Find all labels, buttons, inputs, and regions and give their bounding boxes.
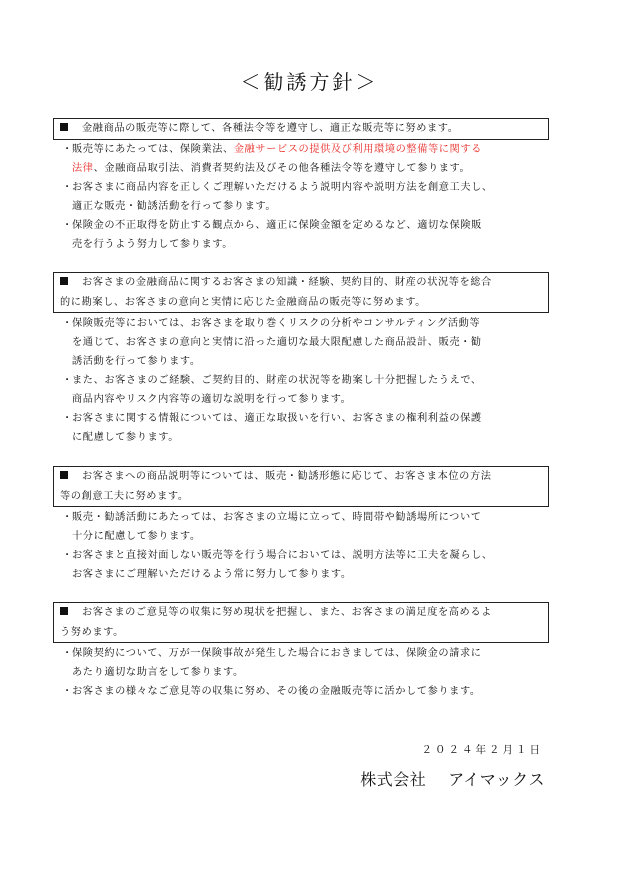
section-2-bullets (55, 314, 555, 447)
section-1-header: 金融商品の販売等に際して、各種法令等を遵守し、適正な販売等に努めます。 (82, 123, 459, 134)
section-2-header: お客さまの金融商品に関するお客さまの知識・経験、契約目的、財産の状況等を総合 的に勘案し、お客さまの意向と実情に応じた金融商品の販売等に努めます。 (60, 277, 492, 308)
section-3-header-box (53, 466, 549, 507)
section-4-header-box (53, 602, 549, 643)
list-item: ・お客さまの様々なご意見等の収集に努め、その後の金融販売等に活かして参ります。 (62, 686, 481, 697)
list-item: ・販売等にあたっては、保険業法、金融サービスの提供及び利用環境の整備等に関する 法律、金融商品取引法、消費者契約法及びその他各種法令等を遵守して参ります。 (62, 144, 482, 174)
list-item: ・販売・勧誘活動にあたっては、お客さまの立場に立って、時間帯や勧誘場所について 十分に配慮して参ります。 (62, 512, 482, 542)
company-brand: アイマックス (448, 770, 545, 789)
list-item: ・また、お客さまのご経験、ご契約目的、財産の状況等を勘案し十分把握したうえで、 商品内容やリスク内容等の適切な説明を行って参ります。 (62, 375, 482, 405)
list-item: ・保険契約について、万が一保険事故が発生した場合におきましては、保険金の請求に あたり適切な助言をして参ります。 (62, 648, 482, 678)
section-4-header: お客さまのご意見等の収集に努め現状を把握し、また、お客さまの満足度を高めるよ う努めます。 (60, 607, 492, 638)
section-2-header-box (53, 272, 549, 313)
list-item: ・保険金の不正取得を防止する観点から、適正に保険金額を定めるなど、適切な保険販 売を行うよう努力して参ります。 (62, 220, 482, 250)
section-3-bullets (55, 508, 555, 584)
list-item: ・お客さまに商品内容を正しくご理解いただけるよう説明内容や説明方法を創意工夫し、 適正な販売・勧誘活動を行って参ります。 (62, 182, 493, 212)
section-4-bullets (55, 644, 555, 701)
square-bullet-icon (60, 277, 68, 285)
list-item: ・お客さまと直接対面しない販売等を行う場合においては、説明方法等に工夫を凝らし、 お客さまにご理解いただけるよう常に努力して参ります。 (62, 550, 493, 580)
square-bullet-icon (60, 607, 68, 615)
document-date: ２０２４年２月１日 (421, 744, 543, 756)
page-title: ＜勧誘方針＞ (240, 70, 379, 94)
list-item: ・お客さまに関する情報については、適正な取扱いを行い、お客さまの権利利益の保護 に配慮して参ります。 (62, 413, 482, 443)
square-bullet-icon (60, 123, 68, 131)
list-item: ・保険販売等においては、お客さまを取り巻くリスクの分析やコンサルティング活動等 を通じて、お客さまの意向と実情に沿った適切な最大限配慮した商品設計、販売・勧 誘活動を行って参ります。 (62, 318, 482, 367)
section-1-header-box (53, 118, 549, 140)
square-bullet-icon (60, 471, 68, 479)
company-name (360, 767, 545, 790)
company-type: 株式会社 (360, 770, 427, 789)
section-1-bullets (55, 140, 555, 254)
section-3-header: お客さまへの商品説明等については、販売・勧誘形態に応じて、お客さま本位の方法 等の創意工夫に努めます。 (60, 471, 492, 502)
